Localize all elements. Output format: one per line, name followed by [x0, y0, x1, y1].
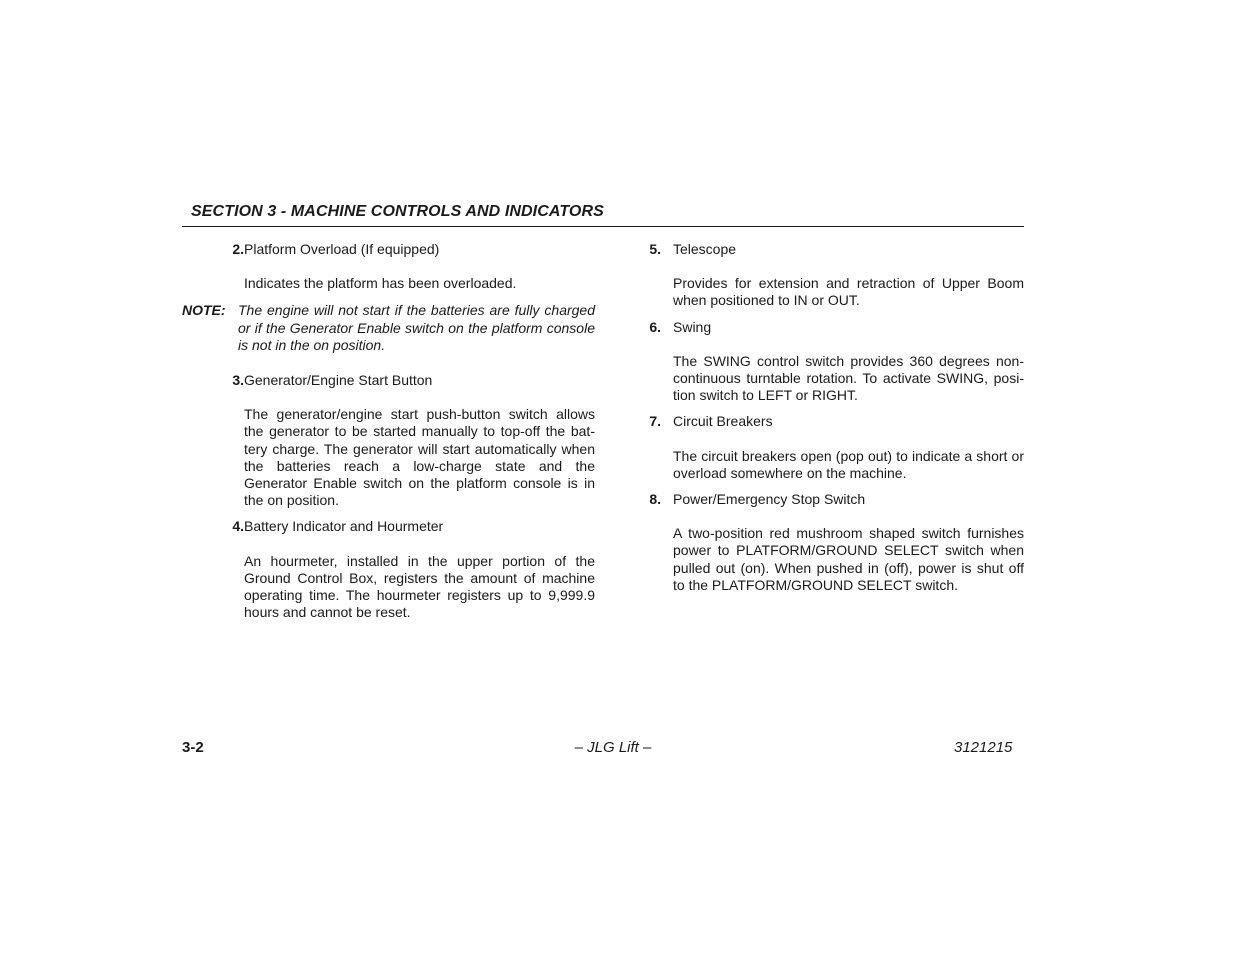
document-number: 3121215 [954, 739, 1013, 756]
item-generator-start [182, 372, 595, 509]
item-label: Battery Indicator and Hourmeter [244, 518, 444, 535]
item-heading [182, 241, 595, 258]
item-label: Swing [673, 318, 712, 335]
item-swing [649, 319, 1024, 405]
item-battery-hourmeter [182, 518, 595, 621]
item-label: Power/Emergency Stop Switch [673, 490, 866, 507]
item-body: An hourmeter, installed in the upper portion of the Ground Control Box, registers the amount of machine operating time. The hourmeter registers up to 9,999.9 hours and cannot be reset. [244, 552, 595, 621]
item-body: Indicates the platform has been overloaded. [244, 275, 517, 292]
item-heading [649, 319, 1024, 336]
note-text: The engine will not start if the batteries are fully charged or if the Generator Enable switch on the platform console is not in the on position. [238, 302, 595, 353]
section-title: SECTION 3 - MACHINE CONTROLS AND INDICATORS [191, 203, 604, 220]
footer-title: – JLG Lift – [574, 739, 652, 756]
note-label: NOTE: [182, 302, 226, 319]
note-block [182, 302, 595, 354]
item-body: The circuit breakers open (pop out) to indicate a short or overload somewhere on the machine. [673, 447, 1024, 481]
item-body: A two-position red mushroom shaped switch furnishes power to PLATFORM/GROUND SELECT switch when pulled out (on). When pushed in (off), power is shut off to the PLATFORM/GROUND SELECT switch. [673, 525, 1024, 593]
right-column [649, 241, 1024, 594]
item-body: Provides for extension and retraction of Upper Boom when positioned to IN or OUT. [673, 275, 1024, 309]
item-number: 4. [232, 518, 244, 535]
item-label: Platform Overload (If equipped) [244, 241, 440, 257]
page-number: 3-2 [182, 739, 204, 756]
item-number: 7. [649, 413, 661, 430]
item-label: Generator/Engine Start Button [244, 372, 433, 388]
item-number: 5. [649, 241, 661, 257]
item-heading [649, 491, 1024, 508]
item-circuit-breakers [649, 413, 1024, 482]
item-label: Telescope [673, 241, 737, 257]
item-number: 2. [232, 241, 244, 257]
header-rule [182, 226, 1024, 227]
item-number: 6. [649, 318, 661, 335]
item-heading [649, 413, 1024, 430]
item-emergency-stop [649, 491, 1024, 594]
item-platform-overload [182, 241, 595, 292]
item-heading [182, 372, 595, 389]
item-heading [182, 518, 595, 535]
item-body: The SWING control switch provides 360 degrees non-continuous turntable rotation. To activate SWING, position switch to LEFT or RIGHT. [673, 352, 1024, 404]
left-column [182, 241, 595, 621]
item-number: 8. [649, 490, 661, 507]
item-heading [649, 241, 1024, 258]
item-label: Circuit Breakers [673, 413, 773, 430]
item-telescope [649, 241, 1024, 310]
item-body: The generator/engine start push-button switch allows the generator to be started manually to top-off the battery charge. The generator will start automatically when the batteries reach a low-charge state and the Generator Enable switch on the platform console is in the on position. [244, 406, 595, 509]
item-number: 3. [232, 372, 244, 388]
